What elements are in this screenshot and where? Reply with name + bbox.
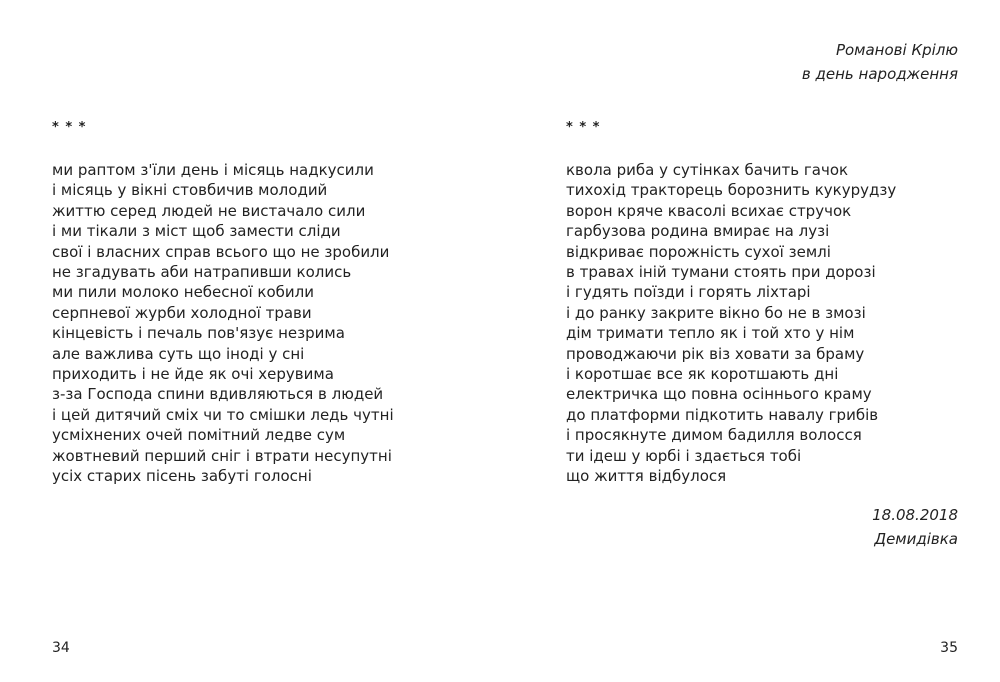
poem-line: квола риба у сутінках бачить гачок xyxy=(566,161,849,179)
poem-line: усіх старих пісень забуті голосні xyxy=(52,467,312,486)
poem-line: ми пили молоко небесної кобили xyxy=(52,283,315,302)
poem-line: дім тримати тепло як і той хто у нім xyxy=(566,324,855,343)
poem-line: ворон кряче квасолі всихає стручок xyxy=(566,201,852,220)
poem-right xyxy=(566,160,896,487)
right-page xyxy=(500,0,1000,682)
poem-line: не згадувать аби натрапивши колись xyxy=(52,263,352,282)
section-separator: * * * xyxy=(52,120,87,135)
poem-line: і гудять поїзди і горять ліхтарі xyxy=(566,283,811,302)
poem-line: життю серед людей не вистачало сили xyxy=(52,201,366,220)
poem-line: і місяць у вікні стовбичив молодий xyxy=(52,181,328,200)
poem-line: кінцевість і печаль пов'язує незрима xyxy=(52,324,345,343)
poem-line: серпневої журби холодної трави xyxy=(52,303,312,322)
poem-line: і до ранку закрите вікно бо не в змозі xyxy=(566,303,866,322)
section-separator: * * * xyxy=(566,120,601,135)
poem-line: що життя відбулося xyxy=(566,467,727,486)
poem-line: жовтневий перший сніг і втрати несупутні xyxy=(52,446,392,465)
poem-line: приходить і не йде як очі херувима xyxy=(52,365,334,384)
page-number: 35 xyxy=(940,640,958,656)
dedication-name: Романові Крілю xyxy=(835,41,958,59)
poem-line: і ми тікали з міст щоб замести сліди xyxy=(52,222,341,241)
poem-line: свої і власних справ всього що не зробили xyxy=(52,242,390,261)
poem-line: але важлива суть що іноді у сні xyxy=(52,344,305,363)
poem-line: і коротшає все як коротшають дні xyxy=(566,365,839,384)
poem-line: з-за Господа спини вдивляються в людей xyxy=(52,385,384,404)
dedication xyxy=(802,38,958,86)
poem-line: ти ідеш у юрбі і здається тобі xyxy=(566,446,802,465)
poem-left xyxy=(52,160,394,487)
poem-line: електричка що повна осіннього краму xyxy=(566,385,872,404)
poem-line: відкриває порожність сухої землі xyxy=(566,242,831,261)
poem-line: і просякнуте димом бадилля волосся xyxy=(566,426,862,445)
poem-line: ми раптом з'їли день і місяць надкусили xyxy=(52,161,374,179)
poem-line: і цей дитячий сміх чи то смішки ледь чутні xyxy=(52,405,394,424)
page-number: 34 xyxy=(52,640,70,656)
poem-line: до платформи підкотить навалу грибів xyxy=(566,405,879,424)
signature-place: Демидівка xyxy=(874,530,958,548)
poem-line: в травах іній тумани стоять при дорозі xyxy=(566,263,876,282)
poem-line: проводжаючи рік віз ховати за браму xyxy=(566,344,865,363)
dedication-occasion: в день народження xyxy=(801,65,958,83)
signature xyxy=(872,503,958,551)
poem-line: гарбузова родина вмирає на лузі xyxy=(566,222,830,241)
poem-line: тихохід тракторець борознить кукурудзу xyxy=(566,181,897,200)
poem-line: усміхнених очей помітний ледве сум xyxy=(52,426,346,445)
signature-date: 18.08.2018 xyxy=(872,506,958,524)
